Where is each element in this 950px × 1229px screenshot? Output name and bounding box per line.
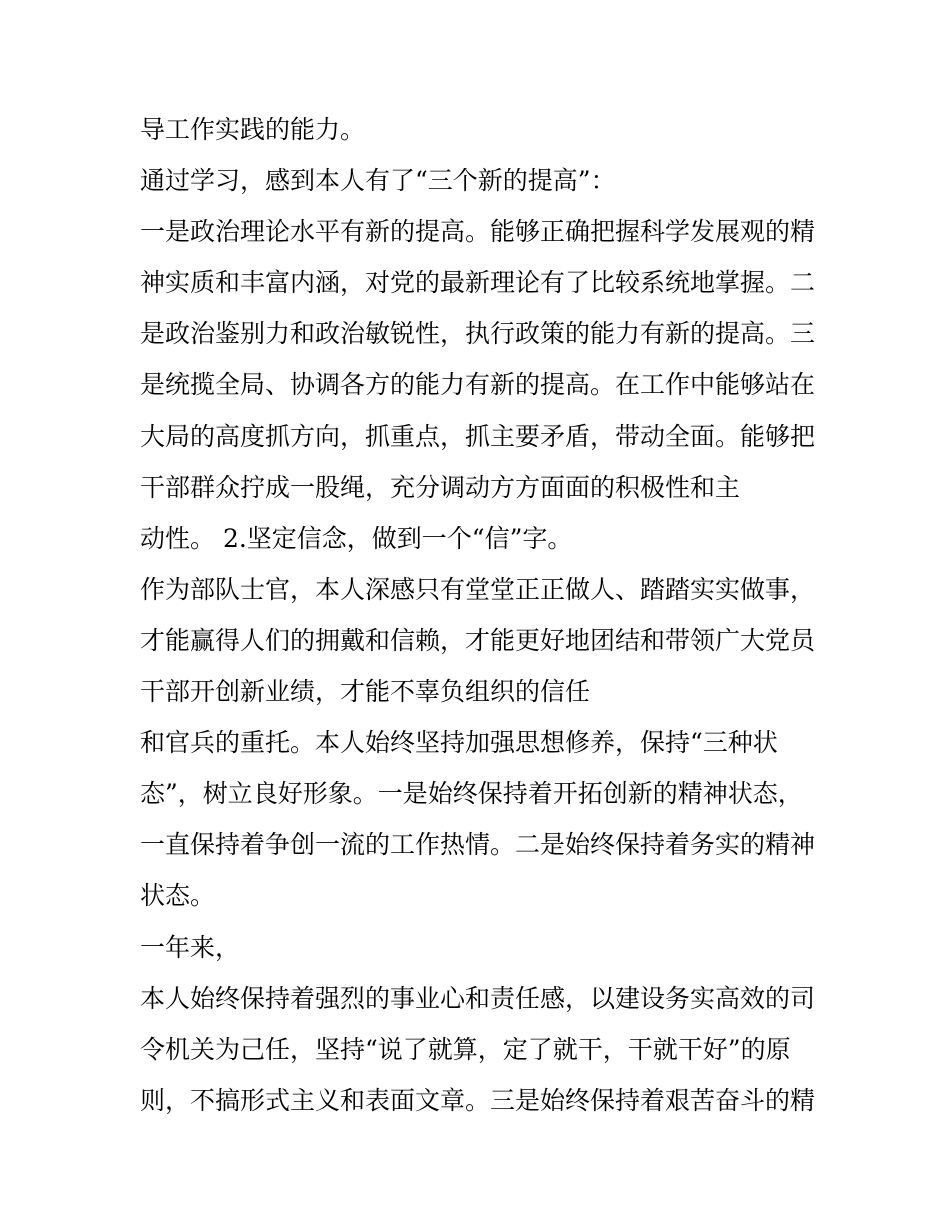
text-line: 是政治鉴别力和政治敏锐性，执行政策的能力有新的提高。三 [140,319,816,349]
text-line: 令机关为己任，坚持“说了就算，定了就干，干就干好”的原 [140,1034,791,1064]
text-line: 是统揽全局、协调各方的能力有新的提高。在工作中能够站在 [140,370,816,400]
text-line: 则，不搞形式主义和表面文章。三是始终保持着艰苦奋斗的精 [140,1085,816,1115]
text-line: 才能赢得人们的拥戴和信赖，才能更好地团结和带领广大党员 [140,625,816,655]
text-line: 状态。 [140,881,216,911]
text-line: 大局的高度抓方向，抓重点，抓主要矛盾，带动全面。能够把 [140,421,816,451]
text-line: 一年来， [140,932,241,962]
body-text [140,104,830,1126]
text-line: 一是政治理论水平有新的提高。能够正确把握科学发展观的精 [140,217,816,247]
text-line: 态”，树立良好形象。一是始终保持着开拓创新的精神状态， [140,779,803,809]
text-line: 动性。 2.坚定信念，做到一个“信”字。 [140,523,573,553]
text-line: 神实质和丰富内涵，对党的最新理论有了比较系统地掌握。二 [140,268,816,298]
text-line: 导工作实践的能力。 [140,115,366,144]
text-line: 和官兵的重托。本人始终坚持加强思想修养，保持“三种状 [140,728,778,758]
text-line: 一直保持着争创一流的工作热情。二是始终保持着务实的精神 [140,830,816,860]
text-line: 本人始终保持着强烈的事业心和责任感，以建设务实高效的司 [140,983,816,1013]
text-line: 作为部队士官，本人深感只有堂堂正正做人、踏踏实实做事， [140,574,816,604]
text-line: 通过学习，感到本人有了“三个新的提高”： [140,166,616,196]
text-line: 干部开创新业绩，才能不辜负组织的信任 [140,677,591,707]
text-line: 干部群众拧成一股绳，充分调动方方面面的积极性和主 [140,472,741,502]
